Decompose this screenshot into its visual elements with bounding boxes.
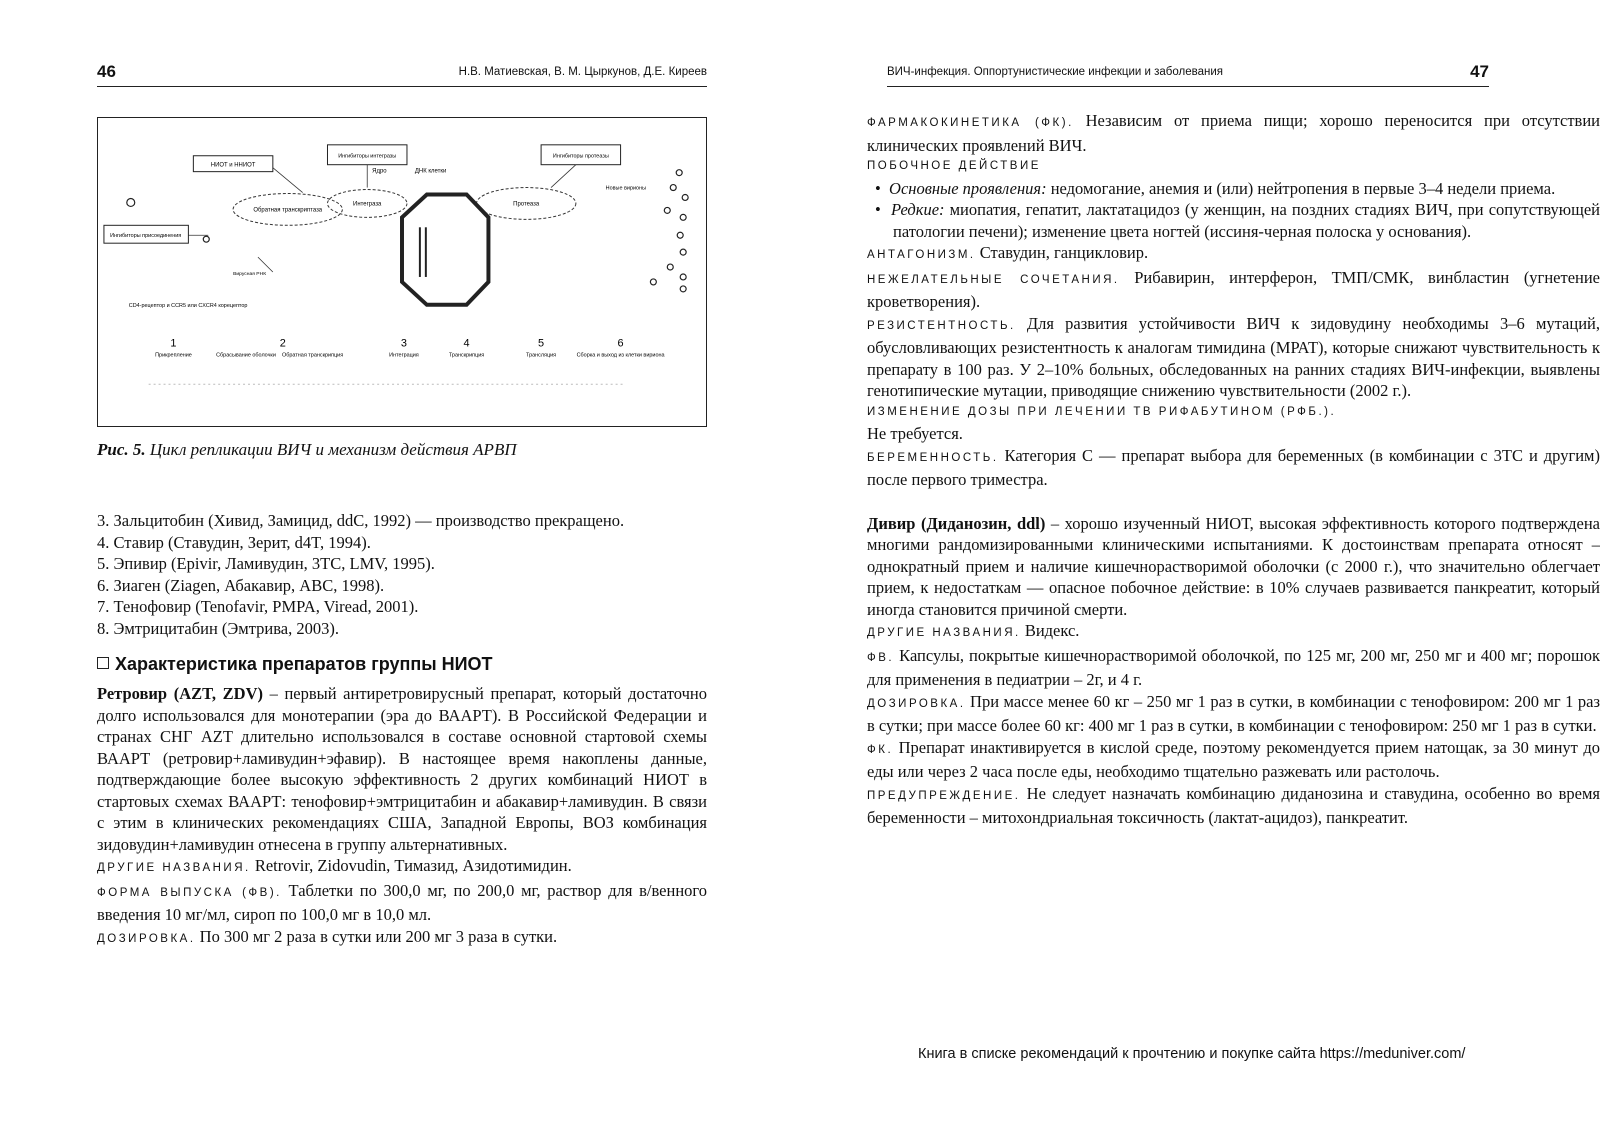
bullet-label: Основные проявления: [889, 178, 1047, 198]
fig-step-num-1: 1 [170, 337, 177, 350]
dose-change-label: ИЗМЕНЕНИЕ ДОЗЫ ПРИ ЛЕЧЕНИИ ТВ РИФАБУТИНОМ (РФБ.). [867, 405, 1337, 418]
caption-text: Цикл репликации ВИЧ и механизм действия АРВП [145, 440, 517, 459]
section-heading [97, 654, 493, 675]
fig-step-label-1: Прикрепление [155, 352, 192, 359]
other-names [97, 855, 707, 880]
field-label: ДРУГИЕ НАЗВАНИЯ. [97, 862, 251, 874]
caption-prefix: Рис. 5. [97, 440, 146, 459]
list-item: 7. Тенофовир (Tenofavir, PMPA, Viread, 2001). [97, 597, 419, 616]
field-label: ДОЗИРОВКА. [97, 932, 196, 945]
fig-step-label-3: Интеграция [389, 352, 419, 359]
running-head: ВИЧ-инфекция. Оппортунистические инфекции и заболевания [887, 66, 1223, 78]
list-item: 5. Эпивир (Epivir, Ламивудин, 3TC, LMV, 1995). [97, 554, 435, 573]
page-number: 47 [1470, 62, 1489, 81]
page-number: 46 [97, 62, 116, 81]
antagonism [867, 242, 1600, 267]
fig-step-num-5: 5 [538, 337, 545, 350]
running-head: Н.В. Матиевская, В. М. Цыркунов, Д.Е. Киреев [458, 66, 707, 78]
field-value: По 300 мг 2 раза в сутки или 200 мг 3 раза в сутки. [195, 926, 558, 946]
fig-step-num-3: 3 [400, 337, 408, 350]
resistance [867, 313, 1600, 402]
fig-step-label-2b: Обратная транскрипция [281, 352, 344, 359]
square-bullet-icon [97, 657, 109, 669]
fig-dna: ДНК клетки [414, 168, 447, 175]
section-title: Характеристика препаратов группы НИОТ [115, 654, 493, 674]
list-item: 3. Зальцитобин (Хивид, Замицид, ddC, 1992) — производство прекращено. [97, 511, 625, 530]
fig-step-num-6: 6 [617, 337, 624, 350]
pharmacokinetics [867, 737, 1600, 783]
fig-ellipse-rt: Обратная транскриптаза [253, 207, 323, 214]
fig-step-label-5: Трансляция [526, 352, 557, 359]
figure-caption [97, 440, 517, 460]
fig-ellipse-int: Интеграза [353, 201, 382, 208]
spacer [867, 491, 1600, 513]
fig-cd4: CD4-рецептор и CCR5 или CXCR4 корецептор [128, 302, 248, 309]
list-item: • Основные проявления: недомогание, анемия и (или) нейтропения в первые 3–4 недели приема. [875, 178, 1556, 198]
release-form [97, 880, 707, 926]
dose-change-value: Не требуется. [867, 424, 963, 443]
field-label: ПРЕДУПРЕЖДЕНИЕ. [867, 789, 1021, 802]
field-value: Не следует назначать комбинацию диданозина и ставудина, особенно во время беременности – митохондриальная токсичность (лактат-ацидоз), панкреатит. [867, 783, 1600, 827]
field-label: ФВ. [867, 651, 895, 664]
fig-step-label-6: Сборка и выход из клетки вириона [576, 352, 665, 359]
field-value: При массе менее 60 кг – 250 мг 1 раз в сутки, в комбинации с тенофовиром: 200 мг 1 раз в сутки; при массе более 60 кг: 400 мг 1 раз в сутки, в комбинации с тенофовиром: 250 мг 1 раз в сутки. [867, 691, 1600, 735]
field-label: ФАРМАКОКИНЕТИКА (ФК). [867, 117, 1074, 129]
drug-name: Ретровир (AZT, ZDV) [97, 684, 263, 703]
field-value: Капсулы, покрытые кишечнорастворимой оболочкой, по 125 мг, 200 мг, 250 мг и 400 мг; порошок для применения в педиатрии – 2г, и 4 г. [867, 645, 1600, 689]
field-value: Препарат инактивируется в кислой среде, поэтому рекомендуется прием натощак, за 30 минут до еды или через 2 часа после еды, необходимо тщательно разжевать или растолочь. [867, 737, 1600, 781]
field-value: Для развития устойчивости ВИЧ к зидовудину необходимы 3–6 мутаций, обусловливающих резистентность к аналогам тимидина (МРАТ), которые снижают чувствительность к препарату в 100 раз. У 2–10% больных, обследованных на ранних стадиях ВИЧ-инфекции, выявлены генотипические мутации, приводящие снижению чувствительности (2002 г.). [867, 313, 1600, 400]
hiv-replication-figure [97, 117, 707, 427]
list-item: 4. Ставир (Ставудин, Зерит, d4T, 1994). [97, 532, 371, 552]
fig-new-virions: Новые вирионы [605, 185, 647, 192]
fig-viral-rna: Вирусная РНК [233, 271, 267, 277]
fig-nucleus: Ядро [372, 168, 387, 175]
field-label: ДОЗИРОВКА. [867, 697, 966, 710]
fig-ellipse-prot: Протеаза [513, 201, 540, 208]
fig-box-integrase-inh: Ингибиторы интегразы [338, 153, 397, 160]
field-value: Категория С — препарат выбора для беременных (в комбинации с 3ТС и другим) после первого триместра. [867, 445, 1600, 489]
release-form [867, 645, 1600, 691]
paragraph-text: – первый антиретровирусный препарат, который достаточно долго использовался для монотерапии (эра до ВААРТ). В Российской Федерации и странах СНГ AZT длительно использовался в составе основной стартовой схемы ВААРТ (ретровир+ламивудин+эфавир). В настоящее время накоплены данные, подтверждающие более высокую эффективность 2 других комбинаций НИОТ в стартовых схемах ВААРТ: тенофовир+эмтрицитабин и абакавир+ламивудин. В связи с этим в клинических рекомендациях США, Западной Европы, ВОЗ комбинация зидовудин+ламивудин отнесена в группу альтернативных. [97, 684, 707, 854]
fig-box-niot: НИОТ и ННИОТ [210, 162, 256, 169]
field-label: РЕЗИСТЕНТНОСТЬ. [867, 319, 1016, 332]
fig-step-label-4: Транскрипция [448, 352, 485, 359]
field-label: НЕЖЕЛАТЕЛЬНЫЕ СОЧЕТАНИЯ. [867, 273, 1120, 286]
other-names [867, 620, 1600, 645]
divir-paragraph [867, 513, 1600, 621]
dosage [867, 691, 1600, 737]
list-item: 8. Эмтрицитабин (Эмтрива, 2003). [97, 618, 339, 638]
field-value: Рибавирин, интерферон, ТМП/СМК, винбластин (угнетение кроветворения). [867, 267, 1600, 311]
field-value: Retrovir, Zidovudin, Тимазид, Азидотимидин. [250, 856, 572, 875]
list-item: • Редкие: миопатия, гепатит, лактатацидоз (у женщин, на поздних стадиях ВИЧ, при сопутствующей патологии печени); изменение цвета ногтей (иссиня-черная полоска у основания). [875, 200, 1600, 241]
fig-step-label-2: Сбрасывание оболочки [216, 352, 276, 359]
dosage [97, 926, 707, 951]
field-label: АНТАГОНИЗМ. [867, 249, 976, 261]
fig-step-num-2: 2 [279, 337, 286, 350]
warning [867, 783, 1600, 829]
field-value: Ставудин, ганцикловир. [975, 243, 1149, 262]
field-value: Независим от приема пищи; хорошо переносится при отсутствии клинических проявлений ВИЧ. [867, 111, 1600, 155]
pregnancy [867, 445, 1600, 491]
drug-list [97, 510, 707, 639]
fig-box-entry: Ингибиторы присоединения [110, 233, 182, 240]
fig-step-num-4: 4 [463, 337, 470, 350]
field-label: БЕРЕМЕННОСТЬ. [867, 451, 999, 464]
drug-name: Дивир (Диданозин, ddl) [867, 513, 1046, 533]
fig-steps [155, 338, 665, 359]
field-label: ФК. [867, 743, 894, 756]
footer-note: Книга в списке рекомендаций к прочтению и покупке сайта https://meduniver.com/ [918, 1046, 1466, 1062]
side-effects-heading: ПОБОЧНОЕ ДЕЙСТВИЕ [867, 160, 1041, 172]
field-label: ДРУГИЕ НАЗВАНИЯ. [867, 627, 1021, 639]
retrovir-section [97, 683, 707, 950]
bullet-label: Редкие: [890, 200, 945, 219]
bullet-text: миопатия, гепатит, лактатацидоз (у женщин, на поздних стадиях ВИЧ, при сопутствующей патологии печени); изменение цвета ногтей (иссиня-черная полоска у основания). [893, 200, 1600, 241]
bullet-text: недомогание, анемия и (или) нейтропения в первые 3–4 недели приема. [1046, 178, 1556, 198]
page-header [887, 62, 1489, 87]
page-header [97, 62, 707, 87]
field-value: Видекс. [1020, 621, 1080, 640]
field-label: ФОРМА ВЫПУСКА (ФВ). [97, 886, 282, 899]
fig-box-protease-inh: Ингибиторы протеазы [552, 153, 609, 160]
right-page-body [867, 110, 1600, 829]
paragraph-text: – хорошо изученный НИОТ, высокая эффективность которого подтверждена многими рандомизированными клиническими испытаниями. К достоинствам препарата относят – однократный прием и наличие кишечнорастворимой оболочки (с 2000 г.), что значительно облегчает прием, к недостаткам — опасное побочное действие: в 10% случаев развивается панкреатит, который иногда становится причиной смерти. [867, 513, 1600, 619]
field-value: Таблетки по 300,0 мг, по 200,0 мг, раствор для в/венного введения 10 мг/мл, сироп по 100,0 мг в 10,0 мл. [97, 880, 707, 924]
undesirable-combinations [867, 267, 1600, 313]
pharmacokinetics [867, 110, 1600, 156]
retrovir-paragraph [97, 683, 707, 855]
list-item: 6. Зиаген (Ziagen, Абакавир, ABC, 1998). [97, 575, 385, 595]
